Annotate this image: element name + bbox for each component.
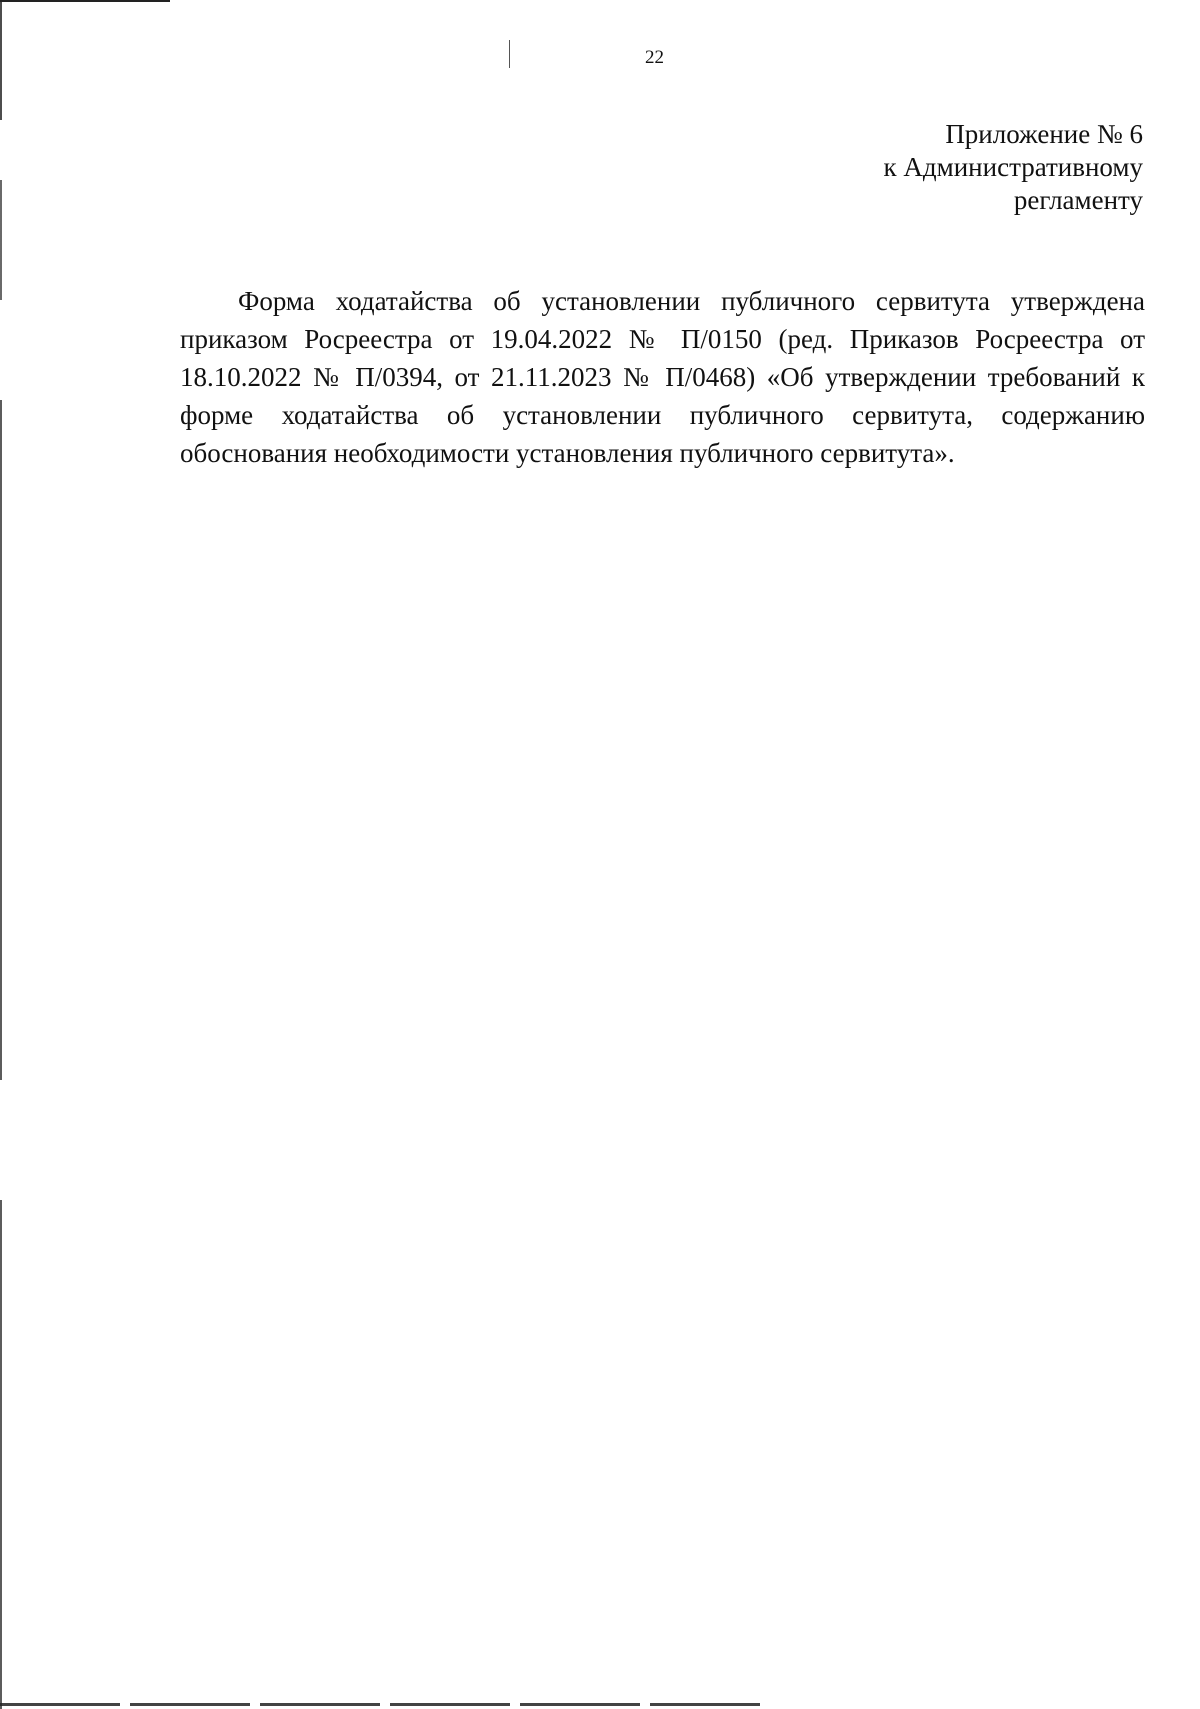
scan-edge-top [0,0,170,2]
main-paragraph: Форма ходатайства об установлении публичного сервитута утверждена приказом Росреестра от 19.04.2022 № П/0150 (ред. Приказов Росреестра от 18.10.2022 № П/0394, от 21.11.2023 № П/0468) «Об утверждении требований к форме ходатайства об установлении публичного сервитута, содержанию обоснования необходимости установления публичного сервитута». [180,286,1145,468]
scan-edge-bottom [0,1703,760,1706]
page-number: 22 [645,47,664,68]
scan-edge-left [0,0,2,1709]
scan-mark [509,40,510,68]
appendix-line-3: регламенту [1013,185,1143,215]
appendix-header [884,118,1143,217]
appendix-line-1: Приложение № 6 [945,119,1143,149]
appendix-line-2: к Административному [883,152,1143,182]
